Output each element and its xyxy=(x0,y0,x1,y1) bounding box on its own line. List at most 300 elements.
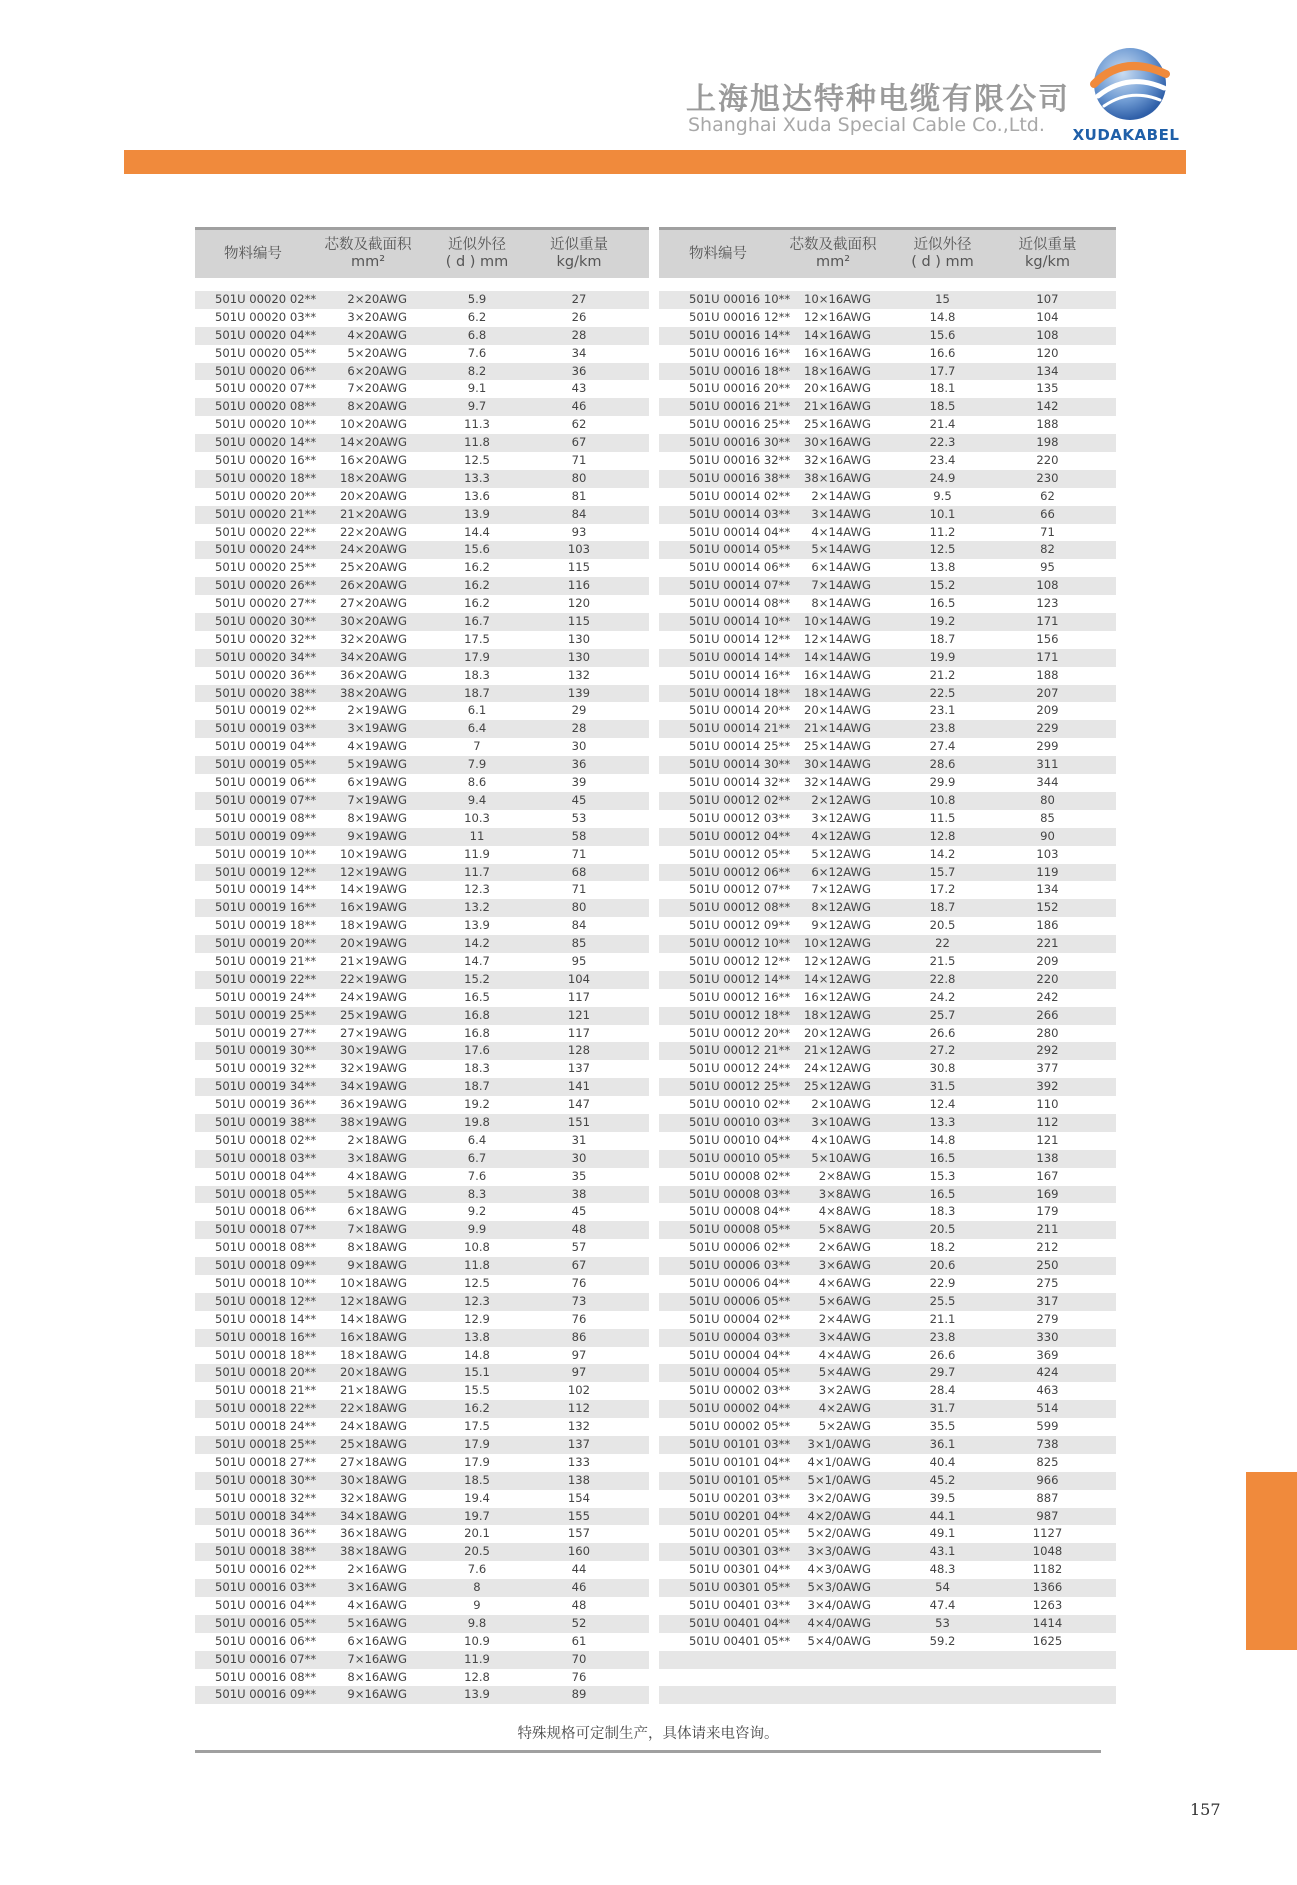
cell-part-no: 501U 00016 32** xyxy=(689,453,791,468)
table-row xyxy=(195,1347,649,1365)
cell-cores: 14×16AWG xyxy=(804,327,871,342)
cell-cores: 9×19AWG xyxy=(347,828,407,843)
table-row xyxy=(195,1597,649,1615)
cell-part-no: 501U 00016 16** xyxy=(689,345,791,360)
cell-weight: 1182 xyxy=(1032,1562,1063,1577)
table-row xyxy=(659,667,1116,685)
table-row xyxy=(195,1114,649,1132)
table-row xyxy=(195,1329,649,1347)
cell-weight: 112 xyxy=(567,1401,591,1416)
cell-part-no xyxy=(659,1669,777,1687)
cell-cores: 10×20AWG xyxy=(340,417,407,432)
cell-part-no: 501U 00019 12** xyxy=(215,864,317,879)
cell-od: 16.2 xyxy=(464,578,490,593)
cell-part-no: 501U 00019 24** xyxy=(215,989,317,1004)
cell-cores: 3×4/0AWG xyxy=(807,1598,871,1613)
cell-part-no: 501U 00016 03** xyxy=(215,1580,317,1595)
cell-cores xyxy=(777,1686,889,1704)
cell-od: 18.3 xyxy=(464,1061,490,1076)
table-row xyxy=(195,935,649,953)
cell-weight: 103 xyxy=(567,542,591,557)
col-part-no: 物料编号 xyxy=(689,245,747,262)
cell-part-no: 501U 00020 08** xyxy=(215,399,317,414)
cell-cores: 21×16AWG xyxy=(804,399,871,414)
cell-part-no: 501U 00020 20** xyxy=(215,488,317,503)
table-row xyxy=(195,398,649,416)
cell-part-no: 501U 00016 20** xyxy=(689,381,791,396)
cell-part-no: 501U 00014 32** xyxy=(689,775,791,790)
cell-part-no: 501U 00401 05** xyxy=(689,1633,791,1648)
cell-cores: 3×18AWG xyxy=(347,1150,407,1165)
cell-weight: 1048 xyxy=(1032,1544,1063,1559)
cell-cores: 21×20AWG xyxy=(340,506,407,521)
cell-part-no: 501U 00019 18** xyxy=(215,918,317,933)
cell-cores: 20×19AWG xyxy=(340,936,407,951)
cell-weight: 121 xyxy=(567,1007,591,1022)
cell-part-no: 501U 00019 03** xyxy=(215,721,317,736)
cell-od: 53 xyxy=(935,1615,950,1630)
page-header xyxy=(0,0,1297,180)
cell-part-no: 501U 00012 14** xyxy=(689,971,791,986)
cell-weight: 36 xyxy=(571,757,587,772)
cell-part-no: 501U 00020 34** xyxy=(215,649,317,664)
cell-od: 40.4 xyxy=(929,1454,956,1469)
cell-weight: 280 xyxy=(1036,1025,1059,1040)
cell-part-no: 501U 00012 12** xyxy=(689,953,791,968)
table-row xyxy=(659,363,1116,381)
cell-part-no: 501U 00018 04** xyxy=(215,1168,317,1183)
cell-part-no: 501U 00019 07** xyxy=(215,792,317,807)
cell-od: 19.2 xyxy=(464,1097,490,1112)
cell-weight: 43 xyxy=(571,381,587,396)
cell-part-no: 501U 00016 10** xyxy=(689,292,791,306)
cell-part-no: 501U 00008 03** xyxy=(689,1186,791,1201)
cell-od xyxy=(889,1651,996,1669)
cell-cores: 4×3/0AWG xyxy=(807,1562,871,1577)
table-row xyxy=(195,595,649,613)
col-weight: 近似重量 kg/km xyxy=(1018,237,1077,270)
cell-weight: 30 xyxy=(571,1150,587,1165)
cell-weight: 119 xyxy=(1036,864,1059,879)
table-row xyxy=(659,470,1116,488)
cell-weight: 62 xyxy=(1040,488,1055,503)
cell-part-no: 501U 00012 06** xyxy=(689,864,791,879)
cell-weight: 102 xyxy=(567,1383,591,1398)
cell-cores: 32×18AWG xyxy=(340,1490,407,1505)
cell-od: 6.2 xyxy=(467,309,487,324)
cell-part-no: 501U 00016 30** xyxy=(689,435,791,450)
cell-od: 26.6 xyxy=(929,1347,956,1362)
cell-cores: 4×2AWG xyxy=(818,1401,871,1416)
cell-weight: 117 xyxy=(567,989,591,1004)
cell-cores: 8×12AWG xyxy=(811,900,871,915)
cell-part-no: 501U 00018 08** xyxy=(215,1240,317,1255)
table-row xyxy=(659,1525,1116,1543)
footer-rule xyxy=(195,1750,1101,1753)
cell-od: 48.3 xyxy=(929,1562,956,1577)
cell-od: 9.8 xyxy=(467,1615,487,1630)
cell-weight: 35 xyxy=(571,1168,587,1183)
cell-part-no: 501U 00301 03** xyxy=(689,1544,791,1559)
cell-weight: 117 xyxy=(567,1025,591,1040)
cell-cores: 25×16AWG xyxy=(804,417,871,432)
cell-od: 31.7 xyxy=(929,1401,956,1416)
cell-part-no: 501U 00014 16** xyxy=(689,667,791,682)
cell-part-no: 501U 00020 22** xyxy=(215,524,317,539)
cell-part-no: 501U 00019 22** xyxy=(215,971,317,986)
cell-cores: 27×20AWG xyxy=(340,596,407,611)
cell-weight xyxy=(996,1669,1099,1687)
cell-cores: 2×14AWG xyxy=(811,488,871,503)
header-accent-bar xyxy=(124,150,1186,174)
cell-od: 13.3 xyxy=(464,470,490,485)
table-row xyxy=(195,1060,649,1078)
table-row xyxy=(195,1257,649,1275)
table-row xyxy=(659,1060,1116,1078)
table-row xyxy=(659,1347,1116,1365)
table-row xyxy=(195,881,649,899)
cell-od: 19.7 xyxy=(464,1508,490,1523)
cell-part-no: 501U 00101 05** xyxy=(689,1472,791,1487)
cell-od: 22 xyxy=(935,936,950,951)
cell-part-no: 501U 00004 02** xyxy=(689,1311,791,1326)
cell-od: 16.5 xyxy=(464,989,490,1004)
cell-od: 22.3 xyxy=(929,435,956,450)
cell-cores: 2×10AWG xyxy=(811,1097,871,1112)
cell-cores: 5×3/0AWG xyxy=(807,1580,871,1595)
cell-part-no: 501U 00018 27** xyxy=(215,1454,317,1469)
cell-od: 20.1 xyxy=(464,1526,490,1541)
cell-part-no: 501U 00008 02** xyxy=(689,1168,791,1183)
cell-weight: 30 xyxy=(571,739,587,754)
cell-cores: 5×12AWG xyxy=(811,846,871,861)
table-row xyxy=(195,1525,649,1543)
col-cores: 芯数及截面积 mm² xyxy=(789,237,877,270)
cell-cores: 18×18AWG xyxy=(340,1347,407,1362)
cell-cores: 5×19AWG xyxy=(347,757,407,772)
cell-part-no: 501U 00201 04** xyxy=(689,1508,791,1523)
cell-part-no: 501U 00014 14** xyxy=(689,649,791,664)
cell-weight: 46 xyxy=(571,1580,587,1595)
table-row xyxy=(659,1203,1116,1221)
cell-weight: 26 xyxy=(571,309,587,324)
table-row xyxy=(659,613,1116,631)
table-row xyxy=(659,864,1116,882)
cell-weight: 120 xyxy=(1036,345,1059,360)
cell-weight: 67 xyxy=(571,1258,587,1273)
table-row xyxy=(659,1472,1116,1490)
cell-part-no: 501U 00019 30** xyxy=(215,1043,317,1058)
table-row xyxy=(659,1096,1116,1114)
table-row xyxy=(195,631,649,649)
cell-part-no: 501U 00014 06** xyxy=(689,560,791,575)
table-row xyxy=(659,1508,1116,1526)
cell-weight: 45 xyxy=(571,1204,587,1219)
cell-weight: 156 xyxy=(1036,631,1059,646)
table-row xyxy=(659,416,1116,434)
cell-weight: 138 xyxy=(1036,1150,1059,1165)
cell-part-no: 501U 00014 21** xyxy=(689,721,791,736)
cell-part-no: 501U 00014 07** xyxy=(689,578,791,593)
cell-cores: 3×12AWG xyxy=(811,810,871,825)
table-row xyxy=(659,1418,1116,1436)
cell-od: 12.5 xyxy=(464,453,490,468)
table-row xyxy=(195,864,649,882)
cell-od: 8.3 xyxy=(467,1186,487,1201)
cell-weight: 112 xyxy=(1036,1114,1059,1129)
cell-part-no: 501U 00020 02** xyxy=(215,292,317,306)
table-row xyxy=(659,774,1116,792)
cell-cores: 5×4AWG xyxy=(818,1365,871,1380)
cell-part-no: 501U 00019 06** xyxy=(215,775,317,790)
cell-od: 9 xyxy=(473,1598,481,1613)
table-row xyxy=(195,524,649,542)
cell-cores: 20×14AWG xyxy=(804,703,871,718)
cell-part-no: 501U 00019 02** xyxy=(215,703,317,718)
cell-part-no: 501U 00016 12** xyxy=(689,309,791,324)
cell-part-no: 501U 00012 09** xyxy=(689,918,791,933)
cell-weight: 95 xyxy=(1040,560,1055,575)
cell-cores: 14×19AWG xyxy=(340,882,407,897)
cell-cores: 30×14AWG xyxy=(804,757,871,772)
cell-weight: 171 xyxy=(1036,649,1059,664)
cell-cores: 16×14AWG xyxy=(804,667,871,682)
col-cores: 芯数及截面积 mm² xyxy=(324,237,412,270)
cell-od: 12.8 xyxy=(464,1669,490,1684)
cell-cores: 3×1/0AWG xyxy=(807,1437,871,1451)
cell-cores: 32×16AWG xyxy=(804,453,871,468)
cell-od: 9.4 xyxy=(467,792,487,807)
cell-part-no: 501U 00020 36** xyxy=(215,667,317,682)
cell-weight: 132 xyxy=(567,1419,591,1434)
cell-weight: 167 xyxy=(1036,1168,1059,1183)
cell-cores: 30×20AWG xyxy=(340,614,407,629)
cell-od: 17.2 xyxy=(929,882,956,897)
cell-part-no: 501U 00016 08** xyxy=(215,1669,317,1684)
table-row xyxy=(195,720,649,738)
cell-od: 26.6 xyxy=(929,1025,956,1040)
table-row xyxy=(195,327,649,345)
cell-weight: 93 xyxy=(571,524,587,539)
cell-od: 13.8 xyxy=(464,1329,490,1344)
table-row xyxy=(659,291,1116,309)
cell-cores: 38×20AWG xyxy=(340,685,407,700)
cell-part-no: 501U 00012 03** xyxy=(689,810,791,825)
table-row xyxy=(659,881,1116,899)
cell-od: 12.3 xyxy=(464,1293,490,1308)
cell-weight: 128 xyxy=(567,1043,591,1058)
cell-weight: 130 xyxy=(567,649,591,664)
table-row xyxy=(195,899,649,917)
cell-cores: 24×19AWG xyxy=(340,989,407,1004)
table-row xyxy=(195,1472,649,1490)
cell-cores: 2×12AWG xyxy=(811,792,871,807)
cell-part-no: 501U 00014 30** xyxy=(689,757,791,772)
cell-od: 18.7 xyxy=(929,900,956,915)
cell-weight: 48 xyxy=(571,1222,587,1237)
cell-cores: 5×2/0AWG xyxy=(807,1526,871,1541)
table-row xyxy=(659,649,1116,667)
table-row xyxy=(659,828,1116,846)
cell-weight: 80 xyxy=(1040,792,1055,807)
cell-cores: 8×16AWG xyxy=(347,1669,407,1684)
table-row xyxy=(195,1579,649,1597)
cell-weight: 317 xyxy=(1036,1293,1059,1308)
cell-weight: 137 xyxy=(567,1061,591,1076)
cell-weight: 80 xyxy=(571,900,587,915)
cell-weight xyxy=(996,1686,1099,1704)
cell-weight: 887 xyxy=(1036,1490,1059,1505)
cell-weight: 229 xyxy=(1036,721,1059,736)
cell-cores: 18×16AWG xyxy=(804,363,871,378)
table-row xyxy=(659,702,1116,720)
table-row xyxy=(195,1382,649,1400)
table-row xyxy=(195,846,649,864)
cell-weight: 142 xyxy=(1036,399,1059,414)
cell-part-no: 501U 00018 34** xyxy=(215,1508,317,1523)
cell-cores: 5×2AWG xyxy=(818,1419,871,1434)
cell-part-no: 501U 00020 06** xyxy=(215,363,317,378)
cell-part-no: 501U 00004 04** xyxy=(689,1347,791,1362)
cell-part-no: 501U 00018 25** xyxy=(215,1437,317,1451)
cell-part-no xyxy=(659,1686,777,1704)
cell-cores: 21×19AWG xyxy=(340,953,407,968)
cell-part-no: 501U 00101 04** xyxy=(689,1454,791,1469)
cell-od: 15.2 xyxy=(464,971,490,986)
cell-od: 16.6 xyxy=(929,345,956,360)
cell-od: 22.5 xyxy=(929,685,956,700)
table-row xyxy=(195,1293,649,1311)
cell-part-no: 501U 00018 16** xyxy=(215,1329,317,1344)
cell-weight: 38 xyxy=(571,1186,587,1201)
cell-part-no: 501U 00012 04** xyxy=(689,828,791,843)
table-row xyxy=(659,541,1116,559)
table-row xyxy=(195,953,649,971)
cell-part-no: 501U 00016 02** xyxy=(215,1562,317,1577)
cell-cores: 16×19AWG xyxy=(340,900,407,915)
cell-weight: 825 xyxy=(1036,1454,1059,1469)
cell-od: 14.4 xyxy=(464,524,490,539)
cell-part-no: 501U 00019 38** xyxy=(215,1114,317,1129)
cell-weight: 67 xyxy=(571,435,587,450)
cell-part-no: 501U 00012 05** xyxy=(689,846,791,861)
cell-cores xyxy=(777,1669,889,1687)
cell-cores: 26×20AWG xyxy=(340,578,407,593)
cell-od: 15.6 xyxy=(929,327,956,342)
cell-weight: 275 xyxy=(1036,1275,1059,1290)
cell-od: 13.3 xyxy=(929,1114,956,1129)
cell-od: 22.9 xyxy=(929,1275,956,1290)
cell-weight: 58 xyxy=(571,828,587,843)
table-row xyxy=(659,1078,1116,1096)
cell-od: 18.7 xyxy=(464,685,490,700)
spec-table-left xyxy=(195,227,649,1704)
cell-weight: 68 xyxy=(571,864,587,879)
cell-cores: 12×16AWG xyxy=(804,309,871,324)
cell-part-no: 501U 00019 32** xyxy=(215,1061,317,1076)
cell-part-no: 501U 00018 06** xyxy=(215,1204,317,1219)
cell-od: 11.8 xyxy=(464,435,490,450)
table-row xyxy=(195,1007,649,1025)
cell-weight: 57 xyxy=(571,1240,587,1255)
cell-od: 31.5 xyxy=(929,1079,956,1094)
cell-cores: 9×12AWG xyxy=(811,918,871,933)
cell-part-no: 501U 00018 30** xyxy=(215,1472,317,1487)
cell-part-no: 501U 00016 04** xyxy=(215,1598,317,1613)
cell-weight: 28 xyxy=(571,721,587,736)
table-row xyxy=(659,846,1116,864)
cell-part-no: 501U 00014 05** xyxy=(689,542,791,557)
cell-od: 17.5 xyxy=(464,1419,490,1434)
cell-od: 11.3 xyxy=(464,417,490,432)
cell-cores: 2×20AWG xyxy=(347,292,407,306)
cell-cores: 7×16AWG xyxy=(347,1651,407,1666)
table-row xyxy=(659,595,1116,613)
cell-weight: 212 xyxy=(1036,1240,1059,1255)
cell-cores: 2×8AWG xyxy=(818,1168,871,1183)
side-tab-marker xyxy=(1246,1472,1297,1650)
cell-part-no: 501U 00016 09** xyxy=(215,1687,317,1702)
cell-weight: 116 xyxy=(567,578,591,593)
cell-cores: 12×19AWG xyxy=(340,864,407,879)
cell-weight: 97 xyxy=(571,1365,587,1380)
cell-weight: 123 xyxy=(1036,596,1059,611)
table-row xyxy=(659,1221,1116,1239)
cell-weight: 104 xyxy=(567,971,591,986)
cell-cores: 32×20AWG xyxy=(340,631,407,646)
cell-cores: 3×19AWG xyxy=(347,721,407,736)
cell-od: 10.8 xyxy=(929,792,956,807)
cell-od: 18.3 xyxy=(929,1204,956,1219)
cell-od: 5.9 xyxy=(467,292,487,306)
cell-part-no: 501U 00010 02** xyxy=(689,1097,791,1112)
table-row xyxy=(659,971,1116,989)
cell-weight: 514 xyxy=(1036,1401,1059,1416)
cell-weight: 155 xyxy=(567,1508,591,1523)
table-row xyxy=(659,1382,1116,1400)
table-row xyxy=(195,470,649,488)
table-row xyxy=(659,1669,1116,1687)
table-row xyxy=(195,1132,649,1150)
cell-weight: 330 xyxy=(1036,1329,1059,1344)
cell-cores: 10×19AWG xyxy=(340,846,407,861)
cell-od: 16.8 xyxy=(464,1007,490,1022)
table-row xyxy=(195,1418,649,1436)
cell-od: 17.6 xyxy=(464,1043,490,1058)
cell-weight: 31 xyxy=(571,1132,587,1147)
cell-weight: 169 xyxy=(1036,1186,1059,1201)
cell-od: 14.8 xyxy=(929,1132,956,1147)
cell-od: 7.9 xyxy=(467,757,487,772)
cell-weight: 120 xyxy=(567,596,591,611)
cell-cores: 8×18AWG xyxy=(347,1240,407,1255)
cell-cores: 24×18AWG xyxy=(340,1419,407,1434)
table-row xyxy=(195,345,649,363)
cell-od: 12.8 xyxy=(929,828,956,843)
cell-cores: 7×19AWG xyxy=(347,792,407,807)
col-od: 近似外径 ( d ) mm xyxy=(445,237,509,270)
logo-wordmark: XUDAKABEL xyxy=(1072,126,1180,144)
cell-cores: 12×14AWG xyxy=(804,631,871,646)
cell-weight: 188 xyxy=(1036,667,1059,682)
cell-cores: 24×12AWG xyxy=(804,1061,871,1076)
cell-part-no: 501U 00019 10** xyxy=(215,846,317,861)
cell-cores: 2×18AWG xyxy=(347,1132,407,1147)
table-row xyxy=(195,416,649,434)
table-row xyxy=(195,1669,649,1687)
cell-weight: 1414 xyxy=(1032,1615,1063,1630)
cell-od: 16.5 xyxy=(929,596,956,611)
